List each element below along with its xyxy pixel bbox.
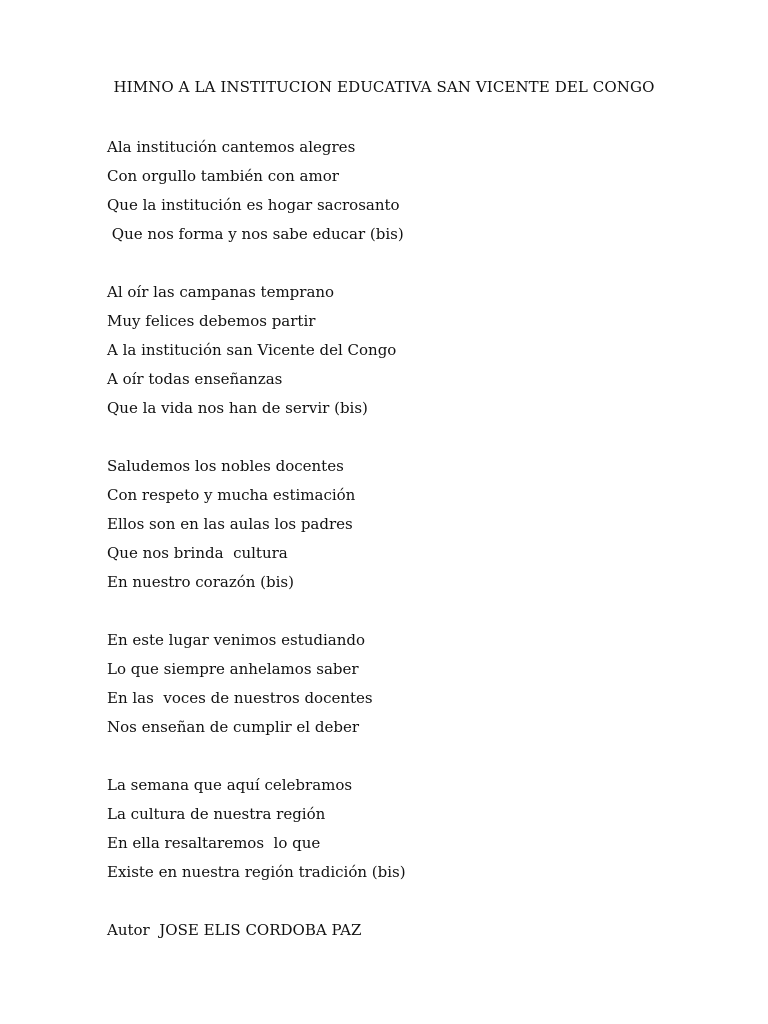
author-line: Autor JOSE ELIS CORDOBA PAZ [107,921,362,939]
poem-line: En ella resaltaremos lo que [107,834,321,852]
poem-line: Ellos son en las aulas los padres [107,515,353,533]
poem-line: Con orgullo también con amor [107,167,339,185]
stanza-1 [107,133,707,249]
poem-line: Muy felices debemos partir [107,312,316,330]
poem-line: La cultura de nuestra región [107,805,326,823]
poem-line: Con respeto y mucha estimación [107,486,356,504]
stanza-gap [107,742,707,771]
poem-line: La semana que aquí celebramos [107,776,353,794]
poem-line: Nos enseñan de cumplir el deber [107,718,360,736]
poem-line: Lo que siempre anhelamos saber [107,660,359,678]
poem-line: En nuestro corazón (bis) [107,573,294,591]
poem-line: Que la vida nos han de servir (bis) [107,399,368,417]
poem-line: Al oír las campanas temprano [107,283,335,301]
poem-line: En las voces de nuestros docentes [107,689,373,707]
poem-line: Que nos forma y nos sabe educar (bis) [107,225,404,243]
stanza-gap [107,423,707,452]
poem-line: A oír todas enseñanzas [107,370,283,388]
poem-line: En este lugar venimos estudiando [107,631,365,649]
stanza-gap [107,597,707,626]
stanza-2 [107,278,707,423]
poem-line: Ala institución cantemos alegres [107,138,356,156]
stanza-5 [107,771,707,887]
poem-line: A la institución san Vicente del Congo [107,341,397,359]
stanza-gap [107,887,707,916]
stanza-3 [107,452,707,597]
poem-line: Saludemos los nobles docentes [107,457,344,475]
poem-line: Que nos brinda cultura [107,544,288,562]
stanza-gap [107,249,707,278]
poem-body [107,133,707,945]
document-title: HIMNO A LA INSTITUCION EDUCATIVA SAN VICENTE DEL CONGO [113,78,655,96]
poem-line: Existe en nuestra región tradición (bis) [107,863,406,881]
stanza-4 [107,626,707,742]
poem-line: Que la institución es hogar sacrosanto [107,196,400,214]
